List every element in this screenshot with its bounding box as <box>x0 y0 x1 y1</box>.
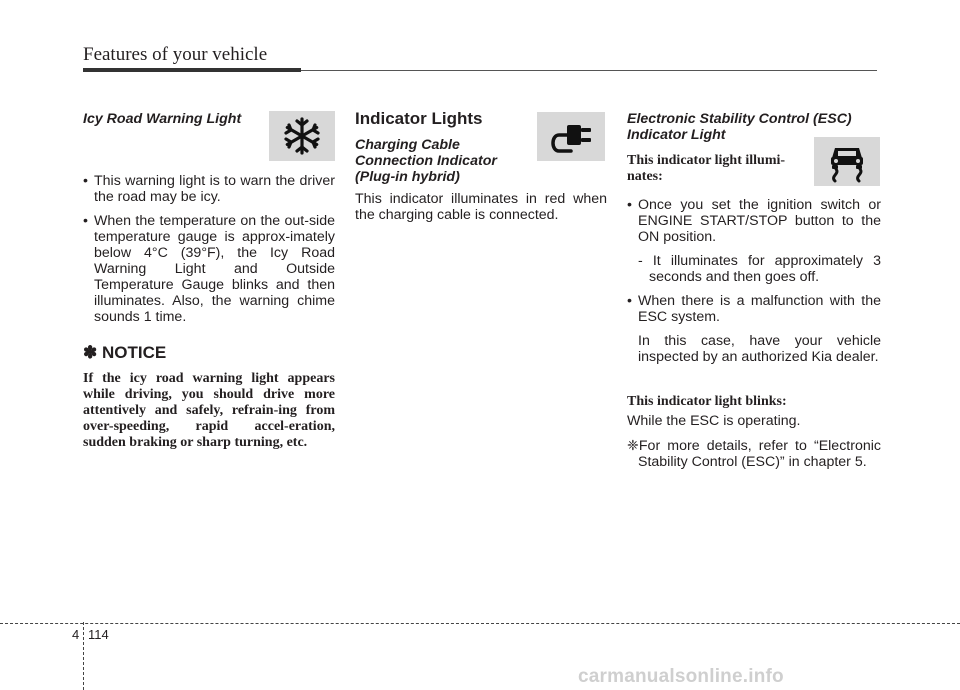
header-rule-thin <box>301 70 877 71</box>
subheading-line: Charging Cable <box>355 137 460 153</box>
illum-label-line: This indicator light illumi- <box>627 153 786 168</box>
footer-rule-vertical <box>83 622 84 690</box>
notice-title: ✽ NOTICE <box>83 343 167 362</box>
indicator-lights-heading: Indicator Lights <box>355 109 483 128</box>
esc-bullets <box>627 197 881 245</box>
esc-sub-item: - It illuminates for approximately 3 seconds and then goes off. <box>638 253 881 285</box>
snowflake-icon-box <box>269 111 335 161</box>
list-item: • This warning light is to warn the driver the road may be icy. <box>83 173 335 205</box>
illum-label-line: nates: <box>627 169 663 184</box>
list-item: • Once you set the ignition switch or ENGINE START/STOP button to the ON position. <box>627 197 881 245</box>
subheading-line: (Plug-in hybrid) <box>355 169 460 185</box>
subheading-line: Connection Indicator <box>355 153 497 169</box>
esc-title-line: Electronic Stability Control (ESC) <box>627 111 852 127</box>
charging-cable-subheading <box>355 137 535 185</box>
icy-road-bullets <box>83 173 335 333</box>
esc-blinks-text: While the ESC is operating. <box>627 413 801 429</box>
page-header-title: Features of your vehicle <box>83 44 268 65</box>
page-number: 114 <box>88 627 109 642</box>
esc-reference-text: ❈For more details, refer to “Electronic Stability Control (ESC)” in chapter 5. <box>627 438 881 470</box>
esc-skid-car-icon <box>825 140 869 184</box>
snowflake-icon <box>282 116 322 156</box>
chapter-number: 4 <box>72 627 80 642</box>
charging-plug-icon-box <box>537 112 605 161</box>
esc-body <box>627 197 881 373</box>
esc-blinks-label: This indicator light blinks: <box>627 394 787 409</box>
footer-rule-horizontal <box>0 623 960 624</box>
header-rule-thick <box>83 68 301 72</box>
esc-icon-box <box>814 137 880 186</box>
list-item: • When there is a malfunction with the ESC system. <box>627 293 881 325</box>
icy-road-title: Icy Road Warning Light <box>83 111 242 127</box>
list-item: • When the temperature on the out-side temperature gauge is approx-imately below 4°C (39°F), the Icy Road Warning Light and Outside Temperature Gauge blinks and then illuminates. Also, the warning chime sounds 1 time. <box>83 213 335 325</box>
charging-indicator-body: This indicator illuminates in red when the charging cable is connected. <box>355 191 607 223</box>
esc-title-line: Indicator Light <box>627 127 726 143</box>
watermark: carmanualsonline.info <box>578 666 784 687</box>
esc-bullets <box>627 293 881 325</box>
esc-illuminates-label <box>627 153 812 185</box>
esc-case-text: In this case, have your vehicle inspected by an authorized Kia dealer. <box>638 333 881 365</box>
charging-plug-icon <box>545 117 597 157</box>
notice-body: If the icy road warning light appears while driving, you should drive more attentively and safely, refrain-ing from over-speeding, rapid accel-eration, sudden braking or sharp turning, etc. <box>83 371 335 450</box>
